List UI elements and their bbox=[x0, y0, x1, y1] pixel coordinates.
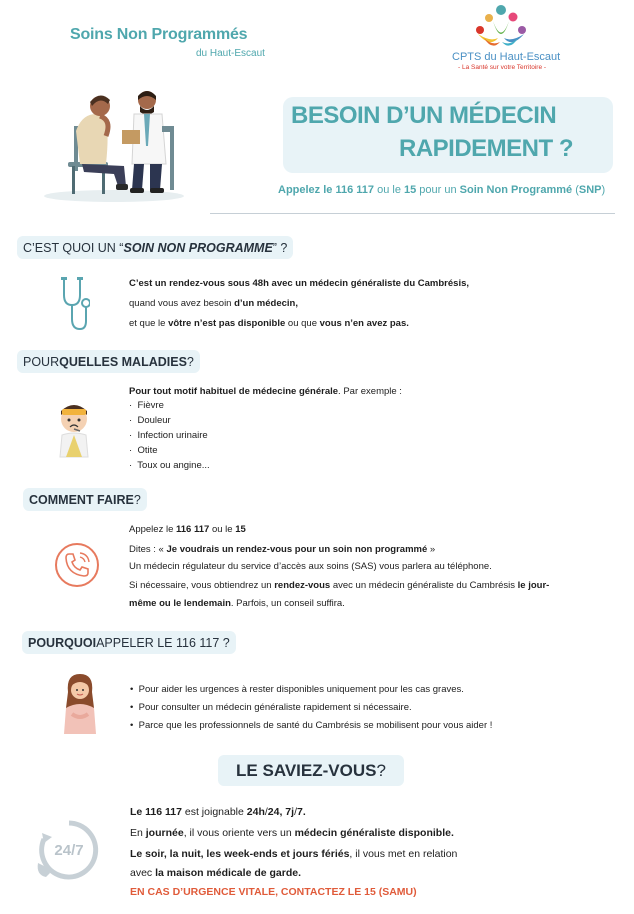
s1-line1 bbox=[129, 278, 469, 289]
s2-heading-part2: ? bbox=[186, 354, 194, 369]
s2-intro bbox=[129, 386, 402, 397]
call-text-1: Appelez le bbox=[278, 184, 336, 196]
hero-title-line2: RAPIDEMENT ? bbox=[399, 135, 573, 162]
list-item: • Pour aider les urgences à rester disponibles uniquement pour les cas graves. bbox=[130, 684, 464, 695]
section-why-heading bbox=[22, 631, 236, 654]
disease-label: Toux ou angine... bbox=[137, 460, 210, 471]
list-item: · Fièvre bbox=[129, 400, 164, 411]
s5-line1-f: / bbox=[294, 806, 297, 818]
s2-intro-rest: . Par exemple : bbox=[338, 386, 402, 397]
list-item: • Parce que les professionnels de santé du Cambrésis se mobilisent pour vous aider ! bbox=[130, 720, 493, 731]
s5-line4-a: avec bbox=[130, 867, 156, 879]
s4-heading-bold: POURQUOI bbox=[28, 635, 97, 650]
call-number-15: 15 bbox=[404, 184, 417, 196]
s3-line1-a: Appelez le bbox=[129, 524, 177, 535]
badge-24-7: 24/7 bbox=[54, 842, 84, 859]
s1-heading-bold: SOIN NON PROGRAMME bbox=[123, 240, 273, 255]
reason-text: Pour consulter un médecin généraliste rapidement si nécessaire. bbox=[138, 702, 412, 713]
s3-line4-b: rendez-vous bbox=[274, 580, 331, 591]
call-text-5: ) bbox=[601, 184, 606, 196]
hero-divider bbox=[210, 213, 615, 214]
s1-line2-a: quand vous avez besoin bbox=[129, 298, 235, 309]
s3-line4 bbox=[129, 580, 549, 591]
list-item: • Pour consulter un médecin généraliste rapidement si nécessaire. bbox=[130, 702, 412, 713]
s1-line3-c: ou que bbox=[285, 318, 320, 329]
disease-label: Fièvre bbox=[137, 400, 164, 411]
reason-text: Parce que les professionnels de santé du Cambrésis se mobilisent pour vous aider ! bbox=[138, 720, 493, 731]
reason-text: Pour aider les urgences à rester disponibles uniquement pour les cas graves. bbox=[138, 684, 464, 695]
brand-title: Soins Non Programmés bbox=[70, 26, 248, 43]
s5-line2-b: journée bbox=[145, 827, 184, 839]
s3-line5-b: . Parfois, un conseil suffira. bbox=[230, 598, 345, 609]
s5-line3 bbox=[130, 848, 457, 860]
disease-label: Douleur bbox=[137, 415, 171, 426]
woman-icon bbox=[60, 672, 100, 736]
section-how-heading bbox=[23, 488, 147, 511]
sick-person-icon bbox=[54, 401, 94, 459]
24-7-clock-icon bbox=[34, 817, 104, 883]
list-item: · Otite bbox=[129, 445, 158, 456]
doctor-patient-illustration bbox=[34, 86, 194, 204]
s1-line3-a: et que le bbox=[129, 318, 169, 329]
disease-label: Infection urinaire bbox=[137, 430, 208, 441]
s3-line2-a: Dites : « bbox=[129, 544, 167, 555]
s5-line3-b: , il vous met en relation bbox=[349, 848, 458, 860]
call-snp: Soin Non Programmé bbox=[459, 184, 573, 196]
s4-reasons-list bbox=[130, 681, 492, 735]
s3-line4-c: avec un médecin généraliste du Cambrésis bbox=[330, 580, 518, 591]
s3-line4-a: Si nécessaire, vous obtiendrez un bbox=[129, 580, 275, 591]
s3-line3: Un médecin régulateur du service d’accès aux soins (SAS) vous parlera au téléphone. bbox=[129, 561, 492, 572]
s5-line2-a: En bbox=[130, 827, 146, 839]
s1-line1-text: C’est un rendez-vous sous 48h avec un médecin généraliste du Cambrésis, bbox=[129, 278, 470, 289]
s3-line5 bbox=[129, 598, 345, 609]
s1-heading-part1: C’EST QUOI UN “ bbox=[23, 240, 124, 255]
s5-heading-bold: LE SAVIEZ-VOUS bbox=[236, 760, 377, 780]
s5-line1-c: 24h bbox=[246, 806, 265, 818]
s2-intro-bold: Pour tout motif habituel de médecine générale bbox=[129, 386, 339, 397]
s5-line1-g: 7. bbox=[296, 806, 306, 818]
call-text-2: ou le bbox=[374, 184, 404, 196]
s3-line2 bbox=[129, 544, 435, 555]
s1-line3-b: vôtre n’est pas disponible bbox=[168, 318, 286, 329]
call-text-3: pour un bbox=[416, 184, 460, 196]
section-what-heading bbox=[17, 236, 293, 259]
s1-line2 bbox=[129, 298, 298, 309]
list-item: · Toux ou angine... bbox=[129, 460, 210, 471]
s1-line3 bbox=[129, 318, 409, 329]
list-item: · Douleur bbox=[129, 415, 171, 426]
hero-call-line bbox=[278, 184, 605, 196]
s3-line1-c: ou le bbox=[209, 524, 236, 535]
s5-line1-e: 24, 7j bbox=[267, 806, 295, 818]
s5-line1-a: Le 116 117 bbox=[130, 806, 182, 818]
s2-heading-part1: POUR bbox=[23, 354, 60, 369]
s5-line2-d: médecin généraliste disponible. bbox=[294, 827, 454, 839]
s5-line4 bbox=[130, 867, 301, 879]
s5-line3-a: Le soir, la nuit, les week-ends et jours fériés bbox=[130, 848, 350, 860]
s3-line1 bbox=[129, 524, 246, 535]
s3-line4-d: le jour- bbox=[517, 580, 550, 591]
brand-subtitle: du Haut-Escaut bbox=[196, 48, 265, 59]
cpts-name: CPTS du Haut-Escaut bbox=[452, 51, 561, 63]
call-number-116117: 116 117 bbox=[335, 184, 375, 196]
s3-heading-part2: ? bbox=[133, 492, 141, 507]
s2-heading-bold: QUELLES MALADIES bbox=[59, 354, 187, 369]
s1-heading-part2: ” ? bbox=[272, 240, 288, 255]
s1-line2-b: d’un médecin, bbox=[234, 298, 298, 309]
call-abbr: SNP bbox=[578, 184, 602, 196]
urgent-warning: EN CAS D’URGENCE VITALE, CONTACTEZ LE 15 (SAMU) bbox=[130, 886, 417, 898]
s3-line1-d: 15 bbox=[235, 524, 246, 535]
s3-heading-bold: COMMENT FAIRE bbox=[29, 492, 134, 507]
stethoscope-icon bbox=[56, 275, 90, 333]
s3-line1-b: 116 117 bbox=[176, 524, 210, 535]
phone-icon bbox=[53, 541, 101, 589]
s4-heading-part2: APPELER LE 116 117 ? bbox=[96, 635, 230, 650]
call-text-4: ( bbox=[572, 184, 579, 196]
list-item: · Infection urinaire bbox=[129, 430, 208, 441]
s3-line5-a: même ou le lendemain bbox=[129, 598, 231, 609]
s5-line1-b: est joignable bbox=[181, 806, 247, 818]
section-diseases-heading bbox=[17, 350, 200, 373]
s5-line1-d: / bbox=[264, 806, 268, 818]
s3-line2-c: » bbox=[427, 544, 436, 555]
s1-line3-d: vous n’en avez pas. bbox=[319, 318, 409, 329]
s3-line2-b: Je voudrais un rendez-vous pour un soin non programmé bbox=[166, 544, 428, 555]
cpts-logo bbox=[470, 4, 532, 52]
section-didyouknow-heading bbox=[218, 755, 404, 786]
hero-title-line1: BESOIN D’UN MÉDECIN bbox=[291, 102, 557, 129]
s5-heading-part2: ? bbox=[376, 760, 386, 780]
cpts-tagline: - La Santé sur votre Territoire - bbox=[458, 64, 547, 71]
s5-line2 bbox=[130, 827, 454, 839]
disease-label: Otite bbox=[137, 445, 158, 456]
s5-line1 bbox=[130, 806, 306, 818]
s5-line4-b: la maison médicale de garde. bbox=[155, 867, 302, 879]
s5-line2-c: , il vous oriente vers un bbox=[183, 827, 295, 839]
s2-disease-list bbox=[129, 398, 210, 473]
